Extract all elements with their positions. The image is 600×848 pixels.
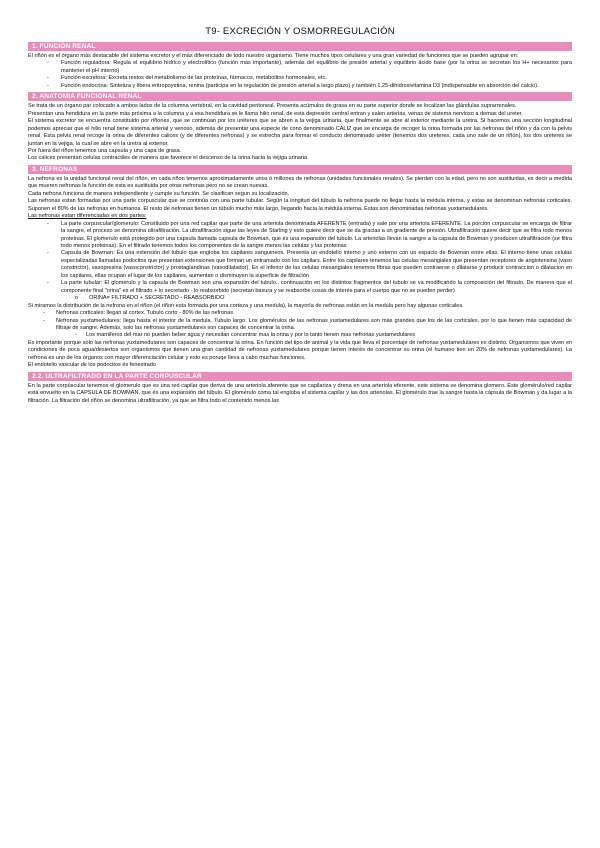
list-item: - Función endocrina: Sintetiza y libera eritropoyetina, renina (participa en la regulación de presión arterial a largo plazo) y también 1,25-dihidroxivitamina D3 (indispensable en absorción del calcio). xyxy=(47,82,539,89)
section-heading-anatomia: 2. ANATOMIA FUNCIONAL RENAL xyxy=(28,92,572,101)
section-heading-nefronas: 3. NEFRONAS xyxy=(28,165,572,174)
dash-bullet-icon: - xyxy=(75,332,77,339)
list-item: - Función reguladora: Regula el equilibrio hídrico y electrolítico (función más importante), además del equilibrio de presión arterial y equilibrio ácido base (por la orina se secretan los H+ necesarios para mantener el pH interno) xyxy=(47,60,572,74)
paragraph: En la parte corpúscular tenemos el glomerulo que es una red capilar que deriva de una arteriola aferente que se capilariza y drena en una arteriola eferente, este sistema se denomina glomero. Este glomérulo/red capilar está envuelto en la CAPSULA DE BOWMAN, que és una expansión del túbulo. El glomérulo coma tal engloba el sistema capilar y las dos arteriolas. El glomérulo trae la sangre hasta la cápsula de Bowman y da lugar a la filtración. La filtración del riñón se denomina ultrafiltración, ya que se filtra todo el contenido menos las xyxy=(28,382,572,404)
dash-bullet-icon: - xyxy=(47,60,49,67)
list-item: - Nefronas corticales: llegan al cortex. Tubulo corto - 80% de las nefronas xyxy=(43,310,233,317)
paragraph: Presentan una hendidura en la parte más próxima a la columna y a esa hendidura se le llama hilio renal, de esta depresión central entran y salen arterias, venas de sistema nervioso a demas del ureter. xyxy=(28,110,523,117)
list-item: - Capsula de Bowman: És una extensión del tubulo que engloba los capilares sanguineos. Presenta un endotelio interno y uno externo con un espacio de Bowman entre ellas. El interno tiene unas celulas especializadas llamadas podocitos que presentan extensiones que forman un entramado con los capilars. Entre los capilares tenemos las celulas mesangiales que presentan receptores de angiotensina (vaso constrictor), vasopresina (vasoconstrictor) y prostaglandinas (vasodilatador). En el inferior de las celulas mesangiales tenemos fibras que pueden contraerse o dilatarse y producir contraccion o dilatacion en los capilares, ellas ocupan el lugar de los capilares, aumentan o disminuyen la superficie de filtración xyxy=(47,250,572,279)
paragraph: Las nefronas estan formadas por una parte corpuscular que se continúa con una parte tubular. Según la longitud del túbulo la nefrona puede no llegar hasta la médula interna, y estas se denominan nefronas corticales. Suponen el 80% de las nefronas en humanos. El resto de nefronas tienen un túbulo mucho más largo, llegando hacia la médula interna. Estas son denominadas nefronas yuxtamedulares. xyxy=(28,198,572,212)
paragraph: Cada nefrona funciona de manera independiente y cumple su función. Se clasifican segun su localización. xyxy=(28,190,290,197)
paragraph: Es importante porque solo las nefronas yuxtamedulares son capaces de concentrar la orina. En función del tipo de animal y la vida que lleva el porcentaje de nefronas yuxtamedulares es distinto. Organismos que viven en condiciones de poca agua/desiertos son organismos que tienen una gran cantidad de nefronas yuxtamedulares porque tienen interés de concentrar su orina (el humano tien un 20% de nefronas yuxtamedulares). La nefrona es uno de los órganos con mayor diferenciación celular y esto es poruqe lleva a cabo muchas funciones. xyxy=(28,339,572,361)
sub-list-item: - Los mamiferos del mar no pueden beber agua y necesitan concentrar mas la orina y por lo tanto tienen mas nefronas yuxtamedulares xyxy=(75,332,415,339)
paragraph: Por fuera del riñon tenemos una capsula y una capa de grasa. xyxy=(28,147,182,154)
dash-bullet-icon: - xyxy=(43,317,45,324)
circle-bullet-icon: o xyxy=(75,295,79,302)
list-item: - La parte corpuscular/glomerulo: Constituido por una red capilar que parte de una arteriola denominada AFERENTE (entrada) y sale por una arteriola EFERENTE. La porción corpuscular se encarga de filtrar la sangre, el proceso se denomina ultrafiltración. La ultrafiltración sigue las leyes de Starling y esto quiere decir que se da gracias a un gradiente de presión. Ultrafiltración quiere decir que se filtra todo menos proteinas. El glomerulo está protegido por una capsula llamada capsula de Bowman, que és una expansión del tubulo. La arteriolas llevan la sangre a la capsula de Bowman y producen ultrafiltración (se filtra todo menos proteinas). En el filtrado tenemos todos los componentes de la sangre menos las celulas y las proteinas xyxy=(47,220,572,249)
list-item: - La parte tubular: El glomerulo y la capsula de Bowman son una expansión del tubulo.. continuación en los distintos fragmentos del tubulo se va modificando la composición del filtrado. De manera que el componente final "orina" es el filtrado + lo secretado - lo reabsorbido (secretan basura y se reabsorbe cosas de interés para el cuerpo que no se pueden perder) xyxy=(47,280,572,294)
list-item: - Nefronas yuxtamedulares: llega hasta el interior de la medula. Tubulo largo. Los glomérulos de las nefronas yuxtamedulares son más grandes que los de las corticales, por lo que tienen más capacidad de filtraje de sangre. Además, solo las nefronas yuxtamedulares son capaces de concentrar la orina. xyxy=(43,317,572,331)
paragraph: Se trata de un órgano par colocado a ambos lados de la columna vertebral, en la cavidad peritoneal. Presenta acúmulos de grasa en su parte superior donde se localizan las glándulas suprarrenales. xyxy=(28,103,517,110)
section-heading-funcion-renal: 1. FUNCIÓN RENAL xyxy=(28,42,572,51)
dash-bullet-icon: - xyxy=(47,250,49,257)
document-page xyxy=(28,18,572,405)
paragraph: Si miramos la distribución de la nefrona en el riñon (el riñon esta formada por una corteza y una medula), la mayoría de nefronas están en la medula pero hay algunas corticales. xyxy=(28,302,464,309)
document-title: T9- EXCRECIÓN Y OSMORREGULACIÓN xyxy=(205,26,395,37)
paragraph: El endotelio vascular de los podocitos és fenestrado xyxy=(28,362,156,369)
paragraph: El sistema excretor se encuentra constituido por riñones, que se continúan por los uréteres que se abren a la vejiga urinaria, que finalmente se abre al exterior mediante la uretra. Si hacemos una sección longitudinal podemos apreciar que el hilio renal tiene sistema arterial y venoso, además de presentar una especie de cono denominado CALIZ que se encarga de recoger la orina formada por las nefronas del riñón y da con la pelvis renal. Esta pelvis renal recoge la orina de diferentes calices (y de diferentes nefronas) y se estrecha para formar el conducto denominado uréter (tenemos dos ureteres, cada uno sale de un riñón), los dos uréteres se juntan en la vejiga, la cual se abre en la uretra al exterior. xyxy=(28,118,572,147)
subheading: Las nefronas estan diferenciadas en dos partes: xyxy=(28,213,147,220)
paragraph: El riñón es el órgano más destacable del sistema excretor y el más diferenciado de todo nuestro organismo. Tiene muchos tipos celulares y una gran variedad de funciones que se pueden agrupar en: xyxy=(28,53,519,59)
dash-bullet-icon: - xyxy=(47,82,49,89)
paragraph: Los calices presentan celulas contractiles de manera que favorece el descenso de la orina hacia la vejiga urinaria xyxy=(28,155,308,162)
list-item: - Función excretora: Excreta restos del metabolismo de las proteínas, fármacos, metabolitos hormonales, etc. xyxy=(47,75,327,82)
dash-bullet-icon: - xyxy=(47,75,49,82)
formula-item: o ORINA= FILTRADO + SECRETADO - REABSORBIDO xyxy=(75,295,225,302)
dash-bullet-icon: - xyxy=(43,310,45,317)
dash-bullet-icon: - xyxy=(47,280,49,287)
paragraph: La nefrona es la unidad funcional renal del riñón, en cada riñon tenemos aproximadamente unos ó millones de nefronas (unidades funcionales renales). Se pierden con la edad, pero no son sustituidas, es decir a medida que mueren nefronas la función de esta es sustituida por otras nefronas pero no se crean nuevas. xyxy=(28,175,572,190)
section-heading-ultrafiltrado: 2.2. ULTRAFILTRADO EN LA PARTE CORPUSCULAR xyxy=(28,372,572,381)
dash-bullet-icon: - xyxy=(47,220,49,227)
